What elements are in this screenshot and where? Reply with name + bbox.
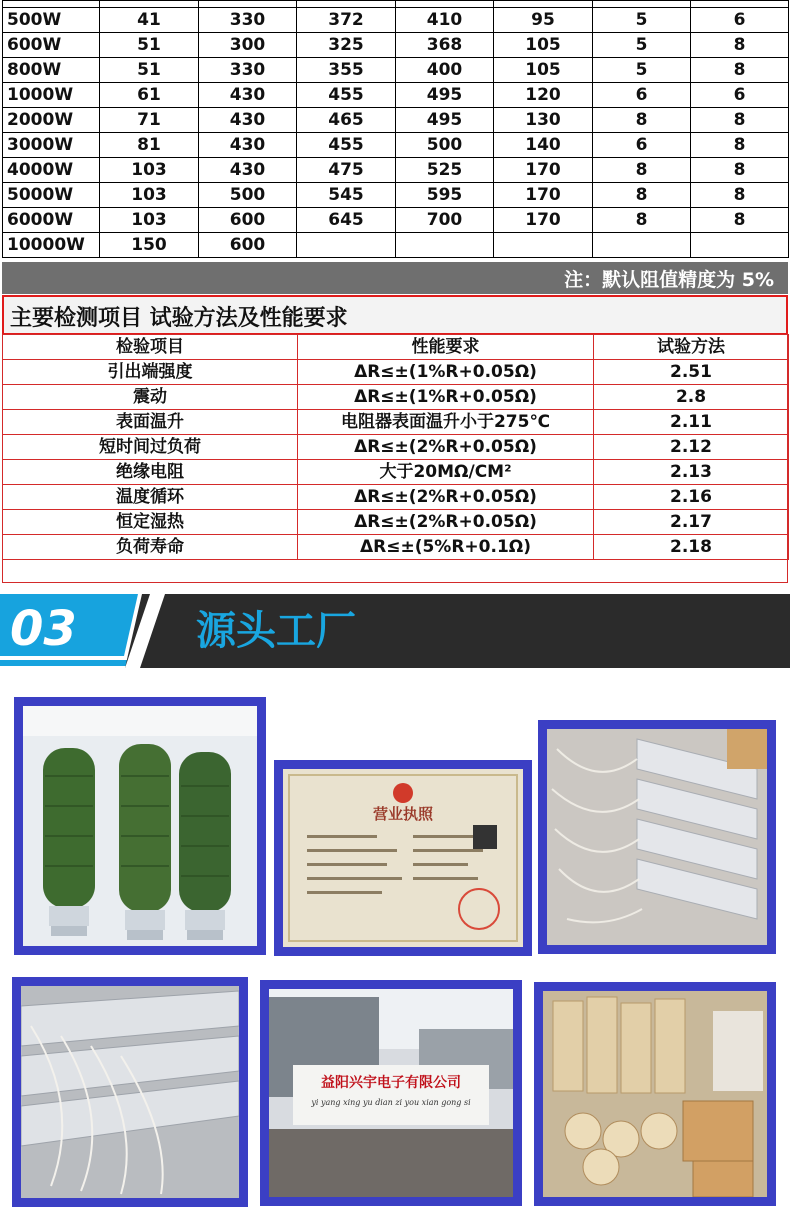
spec-row: [3, 83, 789, 108]
test-row: [3, 360, 789, 385]
spec-value-cell: 8: [593, 108, 691, 133]
method-cell: 2.51: [594, 360, 789, 385]
test-item-cell: 震动: [3, 385, 298, 410]
spec-value-cell: 700: [396, 208, 494, 233]
test-section-title: [2, 295, 788, 335]
spec-value-cell: 430: [199, 133, 297, 158]
spec-value-cell: 600: [199, 208, 297, 233]
test-row: [3, 410, 789, 435]
performance-cell: ΔR≤±(2%R+0.05Ω): [298, 510, 594, 535]
spec-value-cell: 455: [297, 133, 396, 158]
banner-title: 源头工厂: [196, 608, 356, 654]
spec-row: [3, 108, 789, 133]
spec-row: [3, 8, 789, 33]
spec-value-cell: 8: [593, 208, 691, 233]
spec-value-cell: 645: [297, 208, 396, 233]
spec-value-cell: 500: [396, 133, 494, 158]
spec-power-cell: 600W: [3, 33, 100, 58]
header-test-item: 检验项目: [3, 335, 298, 360]
spec-value-cell: 103: [100, 208, 199, 233]
spec-power-cell: 10000W: [3, 233, 100, 258]
spec-row: [3, 33, 789, 58]
test-item-cell: 表面温升: [3, 410, 298, 435]
test-item-cell: 引出端强度: [3, 360, 298, 385]
spec-power-cell: 500W: [3, 8, 100, 33]
test-row: [3, 510, 789, 535]
spec-value-cell: 8: [691, 133, 789, 158]
spec-value-cell: 325: [297, 33, 396, 58]
spec-value-cell: 6: [691, 8, 789, 33]
test-section-heading: 主要检测项目 试验方法及性能要求: [10, 306, 348, 331]
performance-cell: ΔR≤±(2%R+0.05Ω): [298, 485, 594, 510]
license-heading: 营业执照: [372, 805, 434, 823]
spec-value-cell: 61: [100, 83, 199, 108]
spec-value-cell: 430: [199, 108, 297, 133]
spec-value-cell: 150: [100, 233, 199, 258]
header-performance: 性能要求: [298, 335, 594, 360]
spec-value-cell: 103: [100, 158, 199, 183]
spec-value-cell: [396, 233, 494, 258]
spec-value-cell: 8: [691, 33, 789, 58]
test-item-cell: 绝缘电阻: [3, 460, 298, 485]
spec-row: [3, 58, 789, 83]
header-method: 试验方法: [594, 335, 789, 360]
test-row: [3, 535, 789, 560]
spec-value-cell: 430: [199, 83, 297, 108]
spec-value-cell: 8: [691, 208, 789, 233]
spec-value-cell: 525: [396, 158, 494, 183]
spec-row: [3, 183, 789, 208]
spec-value-cell: 81: [100, 133, 199, 158]
method-cell: 2.12: [594, 435, 789, 460]
spec-value-cell: 105: [494, 33, 593, 58]
spec-value-cell: 500: [199, 183, 297, 208]
spec-value-cell: 8: [691, 183, 789, 208]
spec-value-cell: 8: [593, 183, 691, 208]
spec-value-cell: 6: [593, 83, 691, 108]
spec-value-cell: 400: [396, 58, 494, 83]
emblem-icon: [393, 783, 413, 803]
spec-row: [3, 133, 789, 158]
spec-value-cell: [593, 233, 691, 258]
resistor-spec-table: [2, 0, 789, 258]
test-items-table: [2, 334, 789, 560]
performance-cell: 电阻器表面温升小于275℃: [298, 410, 594, 435]
spec-power-cell: 800W: [3, 58, 100, 83]
spec-value-cell: 140: [494, 133, 593, 158]
resistor-middle: [119, 744, 171, 940]
test-row: [3, 435, 789, 460]
test-row: [3, 485, 789, 510]
spec-value-cell: 103: [100, 183, 199, 208]
spec-value-cell: 330: [199, 58, 297, 83]
photo-green-resistors: [14, 697, 266, 955]
spec-value-cell: 410: [396, 8, 494, 33]
spec-row: [3, 158, 789, 183]
method-cell: 2.8: [594, 385, 789, 410]
spec-row: [3, 233, 789, 258]
spec-power-cell: 2000W: [3, 108, 100, 133]
spec-value-cell: 170: [494, 183, 593, 208]
spec-value-cell: 495: [396, 108, 494, 133]
spec-value-cell: 475: [297, 158, 396, 183]
spec-value-cell: 300: [199, 33, 297, 58]
performance-cell: ΔR≤±(2%R+0.05Ω): [298, 435, 594, 460]
spec-value-cell: 430: [199, 158, 297, 183]
spec-power-cell: 1000W: [3, 83, 100, 108]
spec-value-cell: 8: [691, 58, 789, 83]
photo-ceramic-tubes: [534, 982, 776, 1206]
test-item-cell: 恒定湿热: [3, 510, 298, 535]
spec-value-cell: 51: [100, 58, 199, 83]
company-pinyin: yi yang xing yu dian zi you xian gong si: [311, 1098, 471, 1107]
method-cell: 2.17: [594, 510, 789, 535]
spec-value-cell: 130: [494, 108, 593, 133]
spec-value-cell: 600: [199, 233, 297, 258]
spec-power-cell: 3000W: [3, 133, 100, 158]
accuracy-note: 注：默认阻值精度为 5%: [564, 269, 774, 291]
spec-value-cell: 6: [691, 83, 789, 108]
test-item-cell: 短时间过负荷: [3, 435, 298, 460]
spec-value-cell: [297, 233, 396, 258]
spec-value-cell: 8: [691, 108, 789, 133]
spec-power-cell: 5000W: [3, 183, 100, 208]
spec-row: [3, 208, 789, 233]
spec-value-cell: 330: [199, 8, 297, 33]
spec-value-cell: 51: [100, 33, 199, 58]
photo-aluminum-resistors-1: [538, 720, 776, 954]
spec-value-cell: 95: [494, 8, 593, 33]
spec-value-cell: 120: [494, 83, 593, 108]
spec-value-cell: [494, 233, 593, 258]
spec-value-cell: 465: [297, 108, 396, 133]
qr-code-icon: [473, 825, 497, 849]
spec-value-cell: 372: [297, 8, 396, 33]
spec-value-cell: 545: [297, 183, 396, 208]
cut-header-row: [3, 1, 789, 8]
section-banner: [0, 590, 790, 668]
method-cell: 2.13: [594, 460, 789, 485]
method-cell: 2.16: [594, 485, 789, 510]
method-cell: 2.11: [594, 410, 789, 435]
performance-cell: ΔR≤±(5%R+0.1Ω): [298, 535, 594, 560]
spec-value-cell: 170: [494, 208, 593, 233]
spec-value-cell: 5: [593, 33, 691, 58]
test-row: [3, 385, 789, 410]
spec-value-cell: 6: [593, 133, 691, 158]
spec-power-cell: 6000W: [3, 208, 100, 233]
spec-value-cell: 8: [593, 158, 691, 183]
spec-value-cell: 8: [691, 158, 789, 183]
performance-cell: 大于20MΩ/CM²: [298, 460, 594, 485]
spec-value-cell: 5: [593, 8, 691, 33]
method-cell: 2.18: [594, 535, 789, 560]
spec-value-cell: 5: [593, 58, 691, 83]
company-sign-board: [293, 1065, 489, 1125]
spec-value-cell: 595: [396, 183, 494, 208]
spec-value-cell: [691, 233, 789, 258]
spec-value-cell: 71: [100, 108, 199, 133]
photo-aluminum-resistors-2: [12, 977, 248, 1207]
spec-value-cell: 355: [297, 58, 396, 83]
spec-value-cell: 170: [494, 158, 593, 183]
spec-value-cell: 455: [297, 83, 396, 108]
spec-power-cell: 4000W: [3, 158, 100, 183]
photo-business-license: [274, 760, 532, 956]
note-bar: [2, 262, 788, 294]
performance-cell: ΔR≤±(1%R+0.05Ω): [298, 385, 594, 410]
test-item-cell: 负荷寿命: [3, 535, 298, 560]
banner-number: 03: [10, 601, 77, 657]
photo-company-sign: [260, 980, 522, 1206]
spec-value-cell: 495: [396, 83, 494, 108]
spec-value-cell: 368: [396, 33, 494, 58]
test-row: [3, 460, 789, 485]
spec-value-cell: 41: [100, 8, 199, 33]
test-item-cell: 温度循环: [3, 485, 298, 510]
performance-cell: ΔR≤±(1%R+0.05Ω): [298, 360, 594, 385]
company-name: 益阳兴宇电子有限公司: [321, 1075, 461, 1091]
spec-value-cell: 105: [494, 58, 593, 83]
